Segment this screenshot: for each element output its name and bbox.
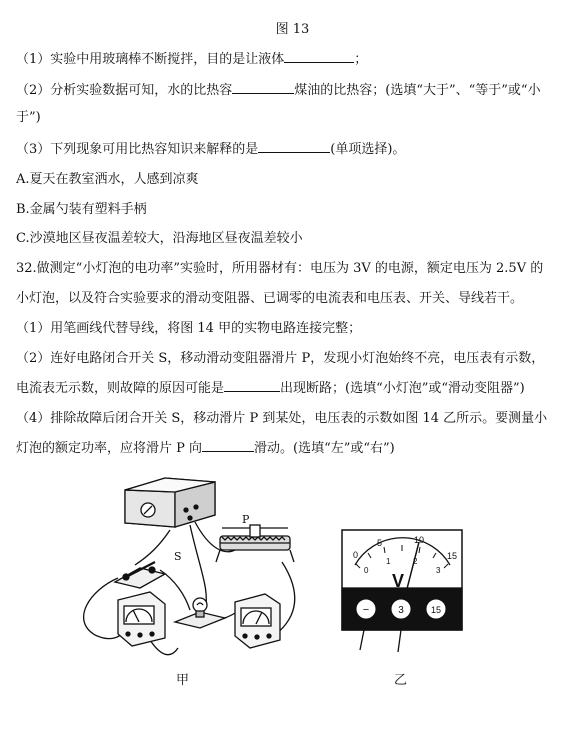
figure-14 (0, 470, 585, 730)
answer-blank[interactable] (202, 439, 254, 452)
label-S: S (174, 550, 182, 563)
meter-unit: V (392, 571, 405, 591)
bulb (175, 598, 225, 628)
q-prev-part3: （3）下列现象可用比热容知识来解释的是 (单项选择)。 (16, 142, 406, 157)
terminal-minus: − (362, 604, 370, 616)
caption-yi: 乙 (394, 673, 408, 688)
answer-blank[interactable] (224, 379, 280, 392)
scale-lower-2: 2 (413, 557, 418, 566)
caption-jia: 甲 (176, 673, 190, 688)
scale-lower-1: 1 (386, 557, 391, 566)
answer-blank[interactable] (284, 50, 354, 63)
option-b: B.金属勺装有塑料手柄 (16, 202, 147, 217)
option-a: A.夏天在教室洒水，人感到凉爽 (16, 172, 199, 187)
q32-part2-line1: （2）连好电路闭合开关 S，移动滑动变阻器滑片 P，发现小灯泡始终不亮，电压表有示数， (16, 351, 545, 366)
q-prev-part1: （1）实验中用玻璃棒不断搅拌，目的是让液体 ； (16, 52, 368, 67)
scale-upper-10: 10 (414, 535, 425, 545)
scale-upper-15: 15 (447, 551, 458, 561)
power-supply (125, 478, 215, 527)
q32-part4-line1: （4）排除故障后闭合开关 S，移动滑片 P 到某处，电压表的示数如图 14 乙所示。要测量小 (16, 411, 548, 426)
terminal-3: 3 (398, 605, 404, 616)
scale-upper-0: 0 (353, 550, 359, 560)
answer-blank[interactable] (258, 140, 330, 153)
scale-lower-3: 3 (436, 566, 441, 575)
q32-stem-line1: 32.做测定“小灯泡的电功率”实验时，所用器材有：电压为 3V 的电源，额定电压为 2.5V 的 (16, 261, 544, 276)
label-P: P (242, 513, 250, 526)
q32-part2-line2: 电流表无示数，则故障的原因可能是 出现断路；(选填“小灯泡”或“滑动变阻器”) (16, 381, 525, 396)
meter-terminals (356, 599, 446, 619)
answer-blank[interactable] (232, 81, 294, 94)
ammeter (118, 592, 165, 646)
scale-lower-0: 0 (364, 566, 369, 575)
terminal-15: 15 (430, 605, 442, 615)
voltmeter-apparatus (235, 594, 280, 648)
q32-part4-line2: 灯泡的额定功率，应将滑片 P 向 滑动。(选填“左”或“右”) (16, 441, 395, 456)
scale-upper-5: 5 (377, 538, 383, 548)
figure-13-label: 图 13 (275, 22, 310, 37)
slide-rheostat (216, 525, 294, 562)
q32-part1: （1）用笔画线代替导线，将图 14 甲的实物电路连接完整； (16, 321, 362, 336)
switch (115, 562, 165, 588)
option-c: C.沙漠地区昼夜温差较大，沿海地区昼夜温差较小 (16, 231, 303, 246)
q32-stem-line2: 小灯泡，以及符合实验要求的滑动变阻器、已调零的电流表和电压表、开关、导线若干。 (16, 291, 524, 306)
q-prev-part2: （2）分析实验数据可知，水的比热容 煤油的比热容；(选填“大于”、“等于”或“小 (16, 83, 541, 98)
q-prev-part2-cont: 于”) (16, 110, 41, 125)
